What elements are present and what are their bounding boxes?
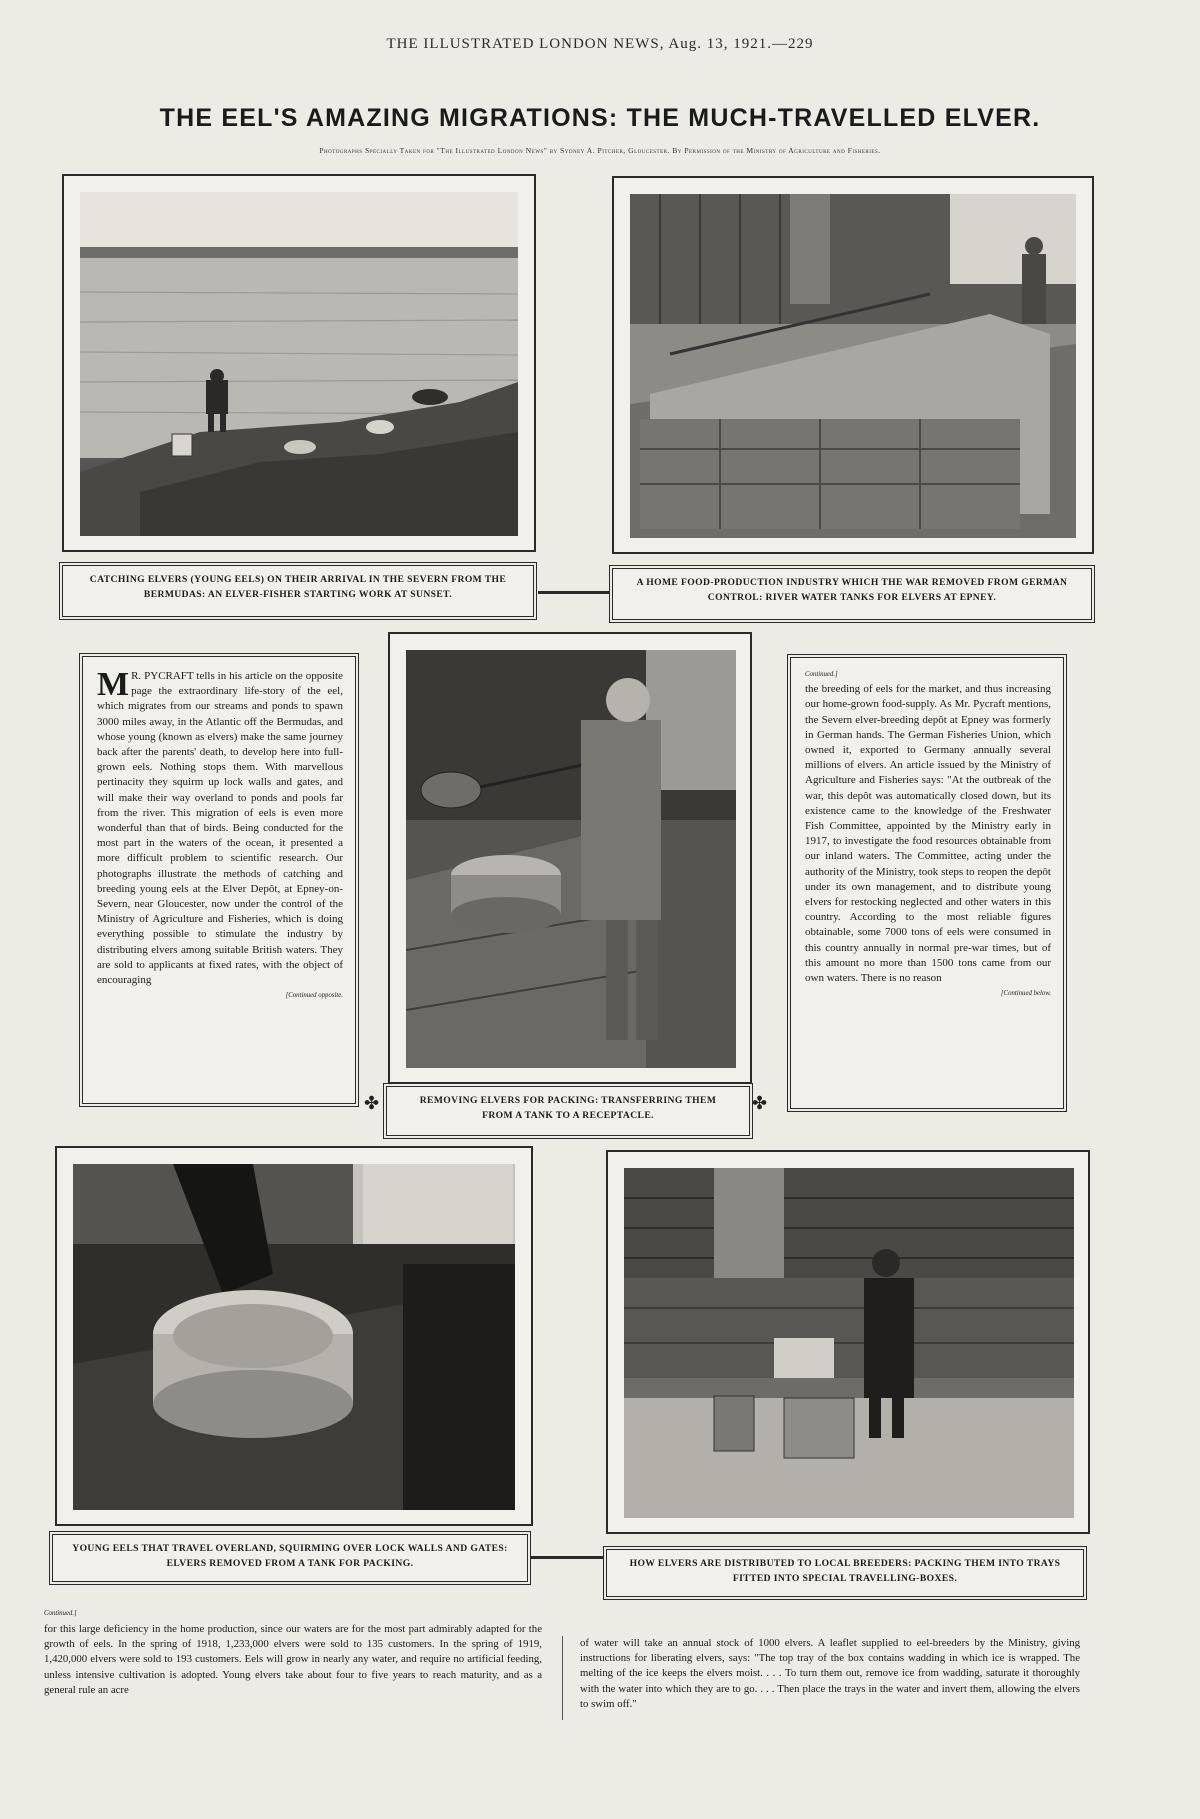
- running-head: THE ILLUSTRATED LONDON NEWS, Aug. 13, 1921.—229: [386, 36, 814, 52]
- photo-elver-fisher-river: [80, 192, 518, 536]
- ornament-right-icon: ✤: [752, 1093, 768, 1113]
- photo-packing-trays: [624, 1168, 1074, 1518]
- caption-sieve: YOUNG EELS THAT TRAVEL OVERLAND, SQUIRMING OVER LOCK WALLS AND GATES: ELVERS REMOVED FROM A TANK FOR PACKING.: [52, 1534, 528, 1582]
- article-bottom-left: for this large deficiency in the home production, since our waters are for the most part admirably adapted for the growth of eels. In the spring of 1918, 1,233,000 elvers were sold to 135 customers. In the spring of 1919, 1,420,000 elvers were sold to 193 customers. Eels will grow in nearly any water, and require no artificial feeding, unless intensive cultivation is adopted. Young elvers take about four to five years to reach maturity, and as a general rule an acre: [44, 1623, 542, 1696]
- caption-elver-fisher: CATCHING ELVERS (YOUNG EELS) ON THEIR ARRIVAL IN THE SEVERN FROM THE BERMUDAS: AN ELVER-FISHER STARTING WORK AT SUNSET.: [62, 565, 534, 617]
- article-bottom-right: of water will take an annual stock of 1000 elvers. A leaflet supplied to eel-breeders by the Ministry, giving instructions for liberating elvers, says: "The top tray of the box contains wadding in which ice is wrapped. The melting of the ice keeps the elvers moist. . . . To turn them out, remove ice from wadding, saturate it thoroughly with the water into which they are to go. . . . Then place the trays in the water and invert them, allowing the elvers to swim off.": [580, 1637, 1080, 1710]
- article-right-body: the breeding of eels for the market, and thus increasing our home-grown food-supply. As Mr. Pycraft mentions, the Severn elver-breeding depôt at Epney was formerly in German hands. The German Fisheries Union, which owned it, exported to Germany annually several millions of elvers. An article issued by the Ministry of Agriculture and Fisheries says: "At the outbreak of the war, this depôt was automatically closed down, but its existence came to the knowledge of the Freshwater Fish Committee, appointed by the Ministry early in 1917, to investigate the food resources obtainable from our inland waters. The Committee, acting under the authority of the Ministry, took steps to reopen the depôt under its own management, and to distribute young elvers for restocking neglected and other waters in this country. According to the most reliable figures obtainable, some 7000 tons of eels were consumed in this country annually in normal pre-war times, but of this amount no more than 1500 tons came from our own waters. There is no reason: [805, 683, 1051, 985]
- article-left-column: [82, 656, 356, 1104]
- bottom-continued-label: Continued.]: [44, 1610, 77, 1617]
- continued-below-note: [Continued below.: [1000, 990, 1051, 998]
- caption-transferring: REMOVING ELVERS FOR PACKING: TRANSFERRING THEM FROM A TANK TO A RECEPTACLE.: [386, 1086, 750, 1136]
- caption-water-tanks: A HOME FOOD-PRODUCTION INDUSTRY WHICH THE WAR REMOVED FROM GERMAN CONTROL: RIVER WATER TANKS FOR ELVERS AT EPNEY.: [612, 568, 1092, 620]
- photo-elvers-sieve: [73, 1164, 515, 1510]
- dropcap: M: [97, 666, 130, 703]
- photo-transferring-elvers: [406, 650, 736, 1068]
- photo-river-water-tanks: [630, 194, 1076, 538]
- caption-connector-bottom: [530, 1556, 604, 1559]
- column-divider: [562, 1636, 563, 1720]
- ornament-left-icon: ✤: [364, 1093, 380, 1113]
- photo-frame-elver-fisher: [62, 174, 536, 552]
- caption-packing: HOW ELVERS ARE DISTRIBUTED TO LOCAL BREEDERS: PACKING THEM INTO TRAYS FITTED INTO SPECIAL TRAVELLING-BOXES.: [606, 1549, 1084, 1597]
- continued-label: Continued.]: [805, 671, 838, 678]
- continued-opposite-note: [Continued opposite.: [285, 992, 343, 1000]
- caption-connector-top: [538, 591, 610, 594]
- photo-frame-water-tanks: [612, 176, 1094, 554]
- photo-frame-packing: [606, 1150, 1090, 1534]
- photo-frame-sieve: [55, 1146, 533, 1526]
- photo-credit: Photographs Specially Taken for "The Illustrated London News" by Sydney A. Pitcher, Gloucester. By Permission of the Ministry of Agriculture and Fisheries.: [319, 146, 881, 155]
- photo-frame-transferring: [388, 632, 752, 1084]
- page-title: THE EEL'S AMAZING MIGRATIONS: THE MUCH-TRAVELLED ELVER.: [159, 104, 1041, 132]
- article-right-column: [790, 657, 1064, 1109]
- article-left-body: R. PYCRAFT tells in his article on the opposite page the extraordinary life-story of the eel, which migrates from our streams and ponds to spawn 3000 miles away, in the Atlantic off the Bermudas, and whose young (known as elvers) make the same journey back after the parents' death, to develop here into full-grown eels. Nothing stops them. With marvellous pertinacity they squirm up lock walls and gates, and will make their way overland to ponds and pools far from the river. This migration of eels is even more wonderful than that of birds. Being conducted for the most part in the waters of the ocean, it presented a more difficult problem to scientific research. Our photographs illustrate the methods of catching and breeding young eels at the Elver Depôt, at Epney-on-Severn, near Gloucester, now under the control of the Ministry of Agriculture and Fisheries, which is doing everything possible to stimulate the industry by distributing elvers among suitable British waters. They are sold to applicants at fixed rates, with the object of encouraging: [97, 670, 343, 987]
